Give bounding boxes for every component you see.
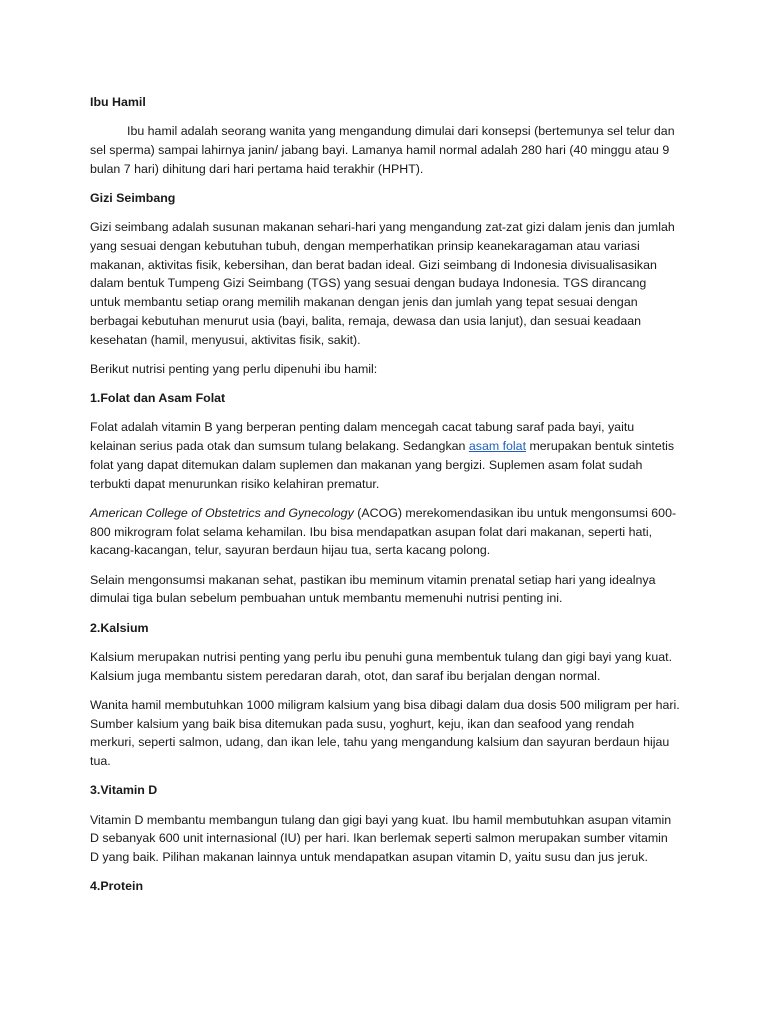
paragraph-folat-1 <box>90 418 680 493</box>
document-body <box>90 93 680 907</box>
asam-folat-link[interactable]: asam folat <box>468 439 527 454</box>
acog-text: (ACOG) merekomendasikan ibu untuk mengonsumsi 600-800 mikrogram folat selama kehamilan. Ibu bisa mendapatkan asupan folat dari makanan, seperti hati, kacang-kacangan, telur, sayuran berdaun hijau tua, serta kacang polong. <box>90 505 677 558</box>
paragraph-nutrisi-intro: Berikut nutrisi penting yang perlu dipenuhi ibu hamil: <box>90 361 378 376</box>
heading-folat: 1.Folat dan Asam Folat <box>90 391 226 406</box>
paragraph-vitamin-d: Vitamin D membantu membangun tulang dan gigi bayi yang kuat. Ibu hamil membutuhkan asupan vitamin D sebanyak 600 unit internasional (IU) per hari. Ikan berlemak seperti salmon merupakan sumber vitamin D yang baik. Pilihan makanan lainnya untuk mendapatkan asupan vitamin D, yaitu susu dan jus jeruk. <box>90 812 672 864</box>
paragraph-gizi-seimbang: Gizi seimbang adalah susunan makanan sehari-hari yang mengandung zat-zat gizi dalam jenis dan jumlah yang sesuai dengan kebutuhan tubuh, dengan memperhatikan prinsip keanekaragaman atau variasi makanan, aktivitas fisik, kebersihan, dan berat badan ideal. Gizi seimbang di Indonesia divisualisasikan dalam bentuk Tumpeng Gizi Seimbang (TGS) yang sesuai dengan budaya Indonesia. TGS dirancang untuk membantu setiap orang memilih makanan dengan jenis dan jumlah yang tepat sesuai dengan berbagai kebutuhan menurut usia (bayi, balita, remaja, dewasa dan usia lanjut), dan sesuai keadaan kesehatan (hamil, menyusui, aktivitas fisik, sakit). <box>90 220 675 347</box>
heading-gizi-seimbang: Gizi Seimbang <box>90 191 176 205</box>
paragraph-folat-2 <box>90 504 680 560</box>
folat-text-before: Folat adalah vitamin B yang berperan penting dalam mencegah cacat tabung saraf pada bayi, yaitu kelainan serius pada otak dan sumsum tulang belakang. Sedangkan <box>90 420 635 454</box>
acog-italic-name: American College of Obstetrics and Gynecology <box>90 505 354 520</box>
heading-ibu-hamil: Ibu Hamil <box>90 95 146 109</box>
paragraph-folat-3: Selain mengonsumsi makanan sehat, pastikan ibu meminum vitamin prenatal setiap hari yang idealnya dimulai tiga bulan sebelum pembuahan untuk membantu memenuhi nutrisi penting ini. <box>90 572 656 606</box>
heading-vitamin-d: 3.Vitamin D <box>90 783 158 798</box>
folat-text-after: merupakan bentuk sintetis folat yang dapat ditemukan dalam suplemen dan makanan yang bergizi. Suplemen asam folat sudah terbukti dapat menurunkan risiko kelahiran prematur. <box>90 439 675 491</box>
paragraph-kalsium-1: Kalsium merupakan nutrisi penting yang perlu ibu penuhi guna membentuk tulang dan gigi bayi yang kuat. Kalsium juga membantu sistem peredaran darah, otot, dan saraf ibu berjalan dengan normal. <box>90 649 673 683</box>
heading-protein: 4.Protein <box>90 879 144 894</box>
paragraph-ibu-hamil: Ibu hamil adalah seorang wanita yang mengandung dimulai dari konsepsi (bertemunya sel telur dan sel sperma) sampai lahirnya janin/ jabang bayi. Lamanya hamil normal adalah 280 hari (40 minggu atau 9 bulan 7 hari) dihitung dari hari pertama haid terakhir (HPHT). <box>90 124 675 176</box>
heading-kalsium: 2.Kalsium <box>90 620 149 635</box>
paragraph-kalsium-2: Wanita hamil membutuhkan 1000 miligram kalsium yang bisa dibagi dalam dua dosis 500 miligram per hari. Sumber kalsium yang baik bisa ditemukan pada susu, yoghurt, keju, ikan dan seafood yang rendah merkuri, seperti salmon, udang, dan ikan lele, tahu yang mengandung kalsium dan sayuran berdaun hijau tua. <box>90 697 680 768</box>
